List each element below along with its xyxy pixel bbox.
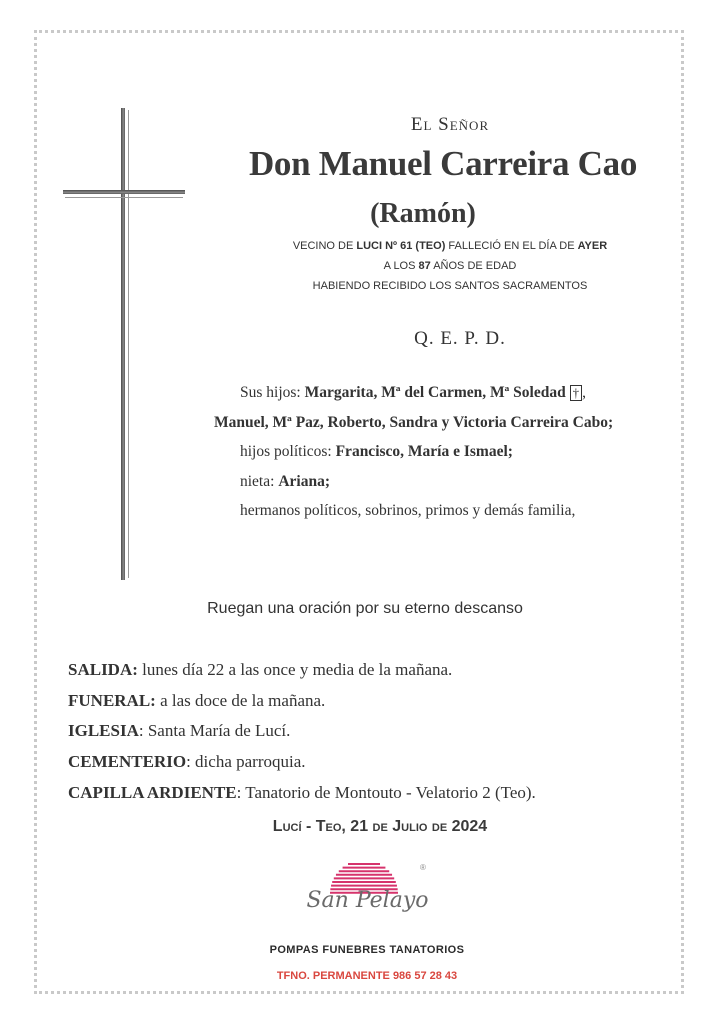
info-text: FALLECIÓ EN EL DÍA DE bbox=[445, 240, 578, 252]
detail-funeral bbox=[68, 691, 325, 711]
detail-label: CAPILLA ARDIENTE bbox=[68, 783, 237, 802]
detail-text: : Santa María de Lucí. bbox=[138, 721, 291, 740]
detail-label: FUNERAL: bbox=[68, 691, 156, 710]
info-line-2 bbox=[250, 260, 650, 272]
detail-capilla bbox=[68, 783, 536, 803]
info-text: VECINO DE bbox=[292, 240, 357, 252]
info-day: AYER bbox=[577, 240, 608, 252]
family-label: nieta: bbox=[240, 473, 279, 490]
detail-text: lunes día 22 a las once y media de la mañana. bbox=[137, 660, 453, 679]
detail-label: IGLESIA bbox=[68, 721, 139, 740]
detail-text: a las doce de la mañana. bbox=[155, 691, 326, 710]
family-names: Margarita, Mª del Carmen, Mª Soledad bbox=[304, 384, 566, 401]
family-others: hermanos políticos, sobrinos, primos y demás familia, bbox=[240, 502, 576, 519]
family-sons-line-1 bbox=[240, 384, 586, 402]
phone-number: TFNO. PERMANENTE 986 57 28 43 bbox=[276, 970, 458, 982]
info-line-1 bbox=[250, 240, 650, 252]
detail-label: CEMENTERIO bbox=[68, 752, 187, 771]
detail-text: : dicha parroquia. bbox=[186, 752, 306, 771]
family-names: Manuel, Mª Paz, Roberto, Sandra y Victoria Carreira Cabo; bbox=[214, 414, 614, 431]
detail-text: : Tanatorio de Montouto - Velatorio 2 (Teo). bbox=[236, 783, 536, 802]
family-label: hijos políticos: bbox=[240, 443, 336, 460]
prayer-text: Ruegan una oración por su eterno descanso bbox=[207, 600, 523, 617]
family-names: Francisco, María e Ismael; bbox=[335, 443, 513, 460]
honorific-title: El Señor bbox=[410, 114, 490, 135]
qepd-text: Q. E. P. D. bbox=[414, 328, 506, 349]
deceased-name: Don Manuel Carreira Cao bbox=[248, 144, 638, 183]
detail-label: SALIDA: bbox=[68, 660, 138, 679]
place-date: Lucí - Teo, 21 de Julio de 2024 bbox=[272, 818, 488, 835]
family-inlaws bbox=[240, 443, 513, 461]
info-line-3: HABIENDO RECIBIDO LOS SANTOS SACRAMENTOS bbox=[312, 280, 588, 292]
logo-text: San Pelayo bbox=[306, 888, 429, 913]
info-text: AÑOS DE EDAD bbox=[430, 260, 517, 272]
info-age: 87 bbox=[418, 260, 431, 272]
deceased-nickname: (Ramón) bbox=[370, 198, 476, 229]
detail-iglesia bbox=[68, 721, 290, 741]
family-sons-line-2 bbox=[214, 414, 613, 432]
family-names: Ariana; bbox=[278, 473, 330, 490]
family-label: Sus hijos: bbox=[240, 384, 305, 401]
company-name: POMPAS FUNEBRES TANATORIOS bbox=[269, 944, 465, 956]
detail-cementerio bbox=[68, 752, 306, 772]
detail-salida bbox=[68, 660, 452, 680]
family-text: , bbox=[582, 384, 586, 401]
info-address: LUCI Nº 61 (TEO) bbox=[356, 240, 446, 252]
family-granddaughter bbox=[240, 473, 330, 491]
registered-mark: ® bbox=[420, 863, 426, 872]
deceased-cross-icon: † bbox=[570, 385, 583, 401]
info-text: A LOS bbox=[383, 260, 419, 272]
